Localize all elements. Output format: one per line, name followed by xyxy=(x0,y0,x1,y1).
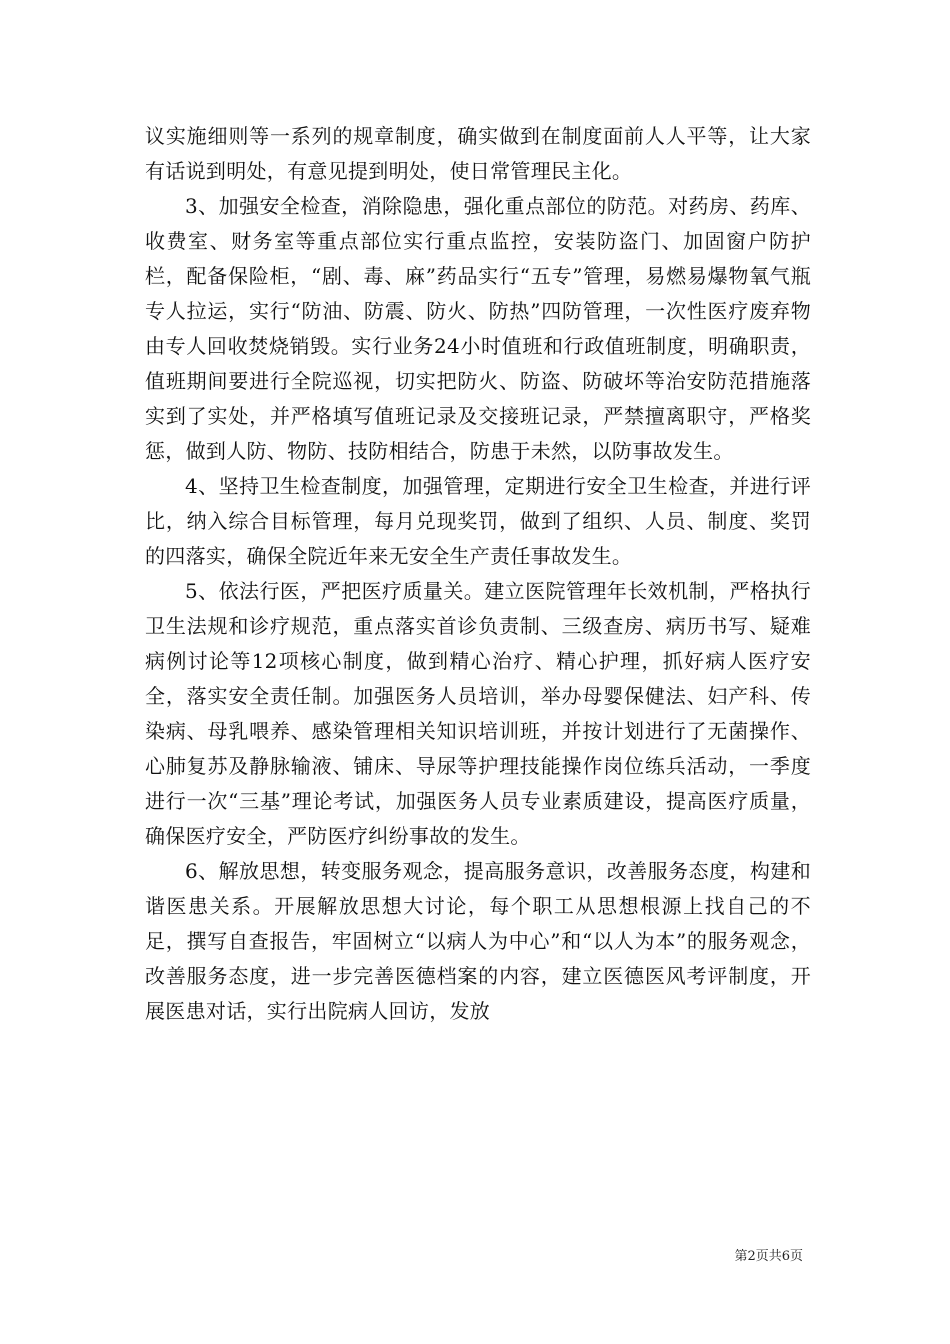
paragraph-item-5: 5、依法行医，严把医疗质量关。建立医院管理年长效机制，严格执行卫生法规和诊疗规范，重点落实首诊负责制、三级查房、病历书写、疑难病例讨论等12项核心制度，做到精心治疗、精心护理，抓好病人医疗安全，落实安全责任制。加强医务人员培训，举办母婴保健法、妇产科、传染病、母乳喂养、感染管理相关知识培训班，并按计划进行了无菌操作、心肺复苏及静脉输液、铺床、导尿等护理技能操作岗位练兵活动，一季度进行一次“三基”理论考试，加强医务人员专业素质建设，提高医疗质量，确保医疗安全，严防医疗纠纷事故的发生。 xyxy=(145,579,811,848)
document-body xyxy=(145,119,811,1029)
paragraph-item-3: 3、加强安全检查，消除隐患，强化重点部位的防范。对药房、药库、收费室、财务室等重点部位实行重点监控，安装防盗门、加固窗户防护栏，配备保险柜，“剧、毒、麻”药品实行“五专”管理，易燃易爆物氧气瓶专人拉运，实行“防油、防震、防火、防热”四防管理，一次性医疗废弃物由专人回收焚烧销毁。实行业务24小时值班和行政值班制度，明确职责，值班期间要进行全院巡视，切实把防火、防盗、防破坏等治安防范措施落实到了实处，并严格填写值班记录及交接班记录，严禁擅离职守，严格奖惩，做到人防、物防、技防相结合，防患于未然，以防事故发生。 xyxy=(145,194,811,463)
page-number-footer: 第2页共6页 xyxy=(734,1249,803,1264)
paragraph-item-6: 6、解放思想，转变服务观念，提高服务意识，改善服务态度，构建和谐医患关系。开展解放思想大讨论，每个职工从思想根源上找自己的不足，撰写自查报告，牢固树立“以病人为中心”和“以人为本”的服务观念，改善服务态度，进一步完善医德档案的内容，建立医德医风考评制度，开展医患对话，实行出院病人回访，发放 xyxy=(145,859,811,1023)
paragraph-continuation: 议实施细则等一系列的规章制度，确实做到在制度面前人人平等，让大家有话说到明处，有意见提到明处，使日常管理民主化。 xyxy=(145,124,811,183)
paragraph-item-4: 4、坚持卫生检查制度，加强管理，定期进行安全卫生检查，并进行评比，纳入综合目标管理，每月兑现奖罚，做到了组织、人员、制度、奖罚的四落实，确保全院近年来无安全生产责任事故发生。 xyxy=(145,474,811,568)
